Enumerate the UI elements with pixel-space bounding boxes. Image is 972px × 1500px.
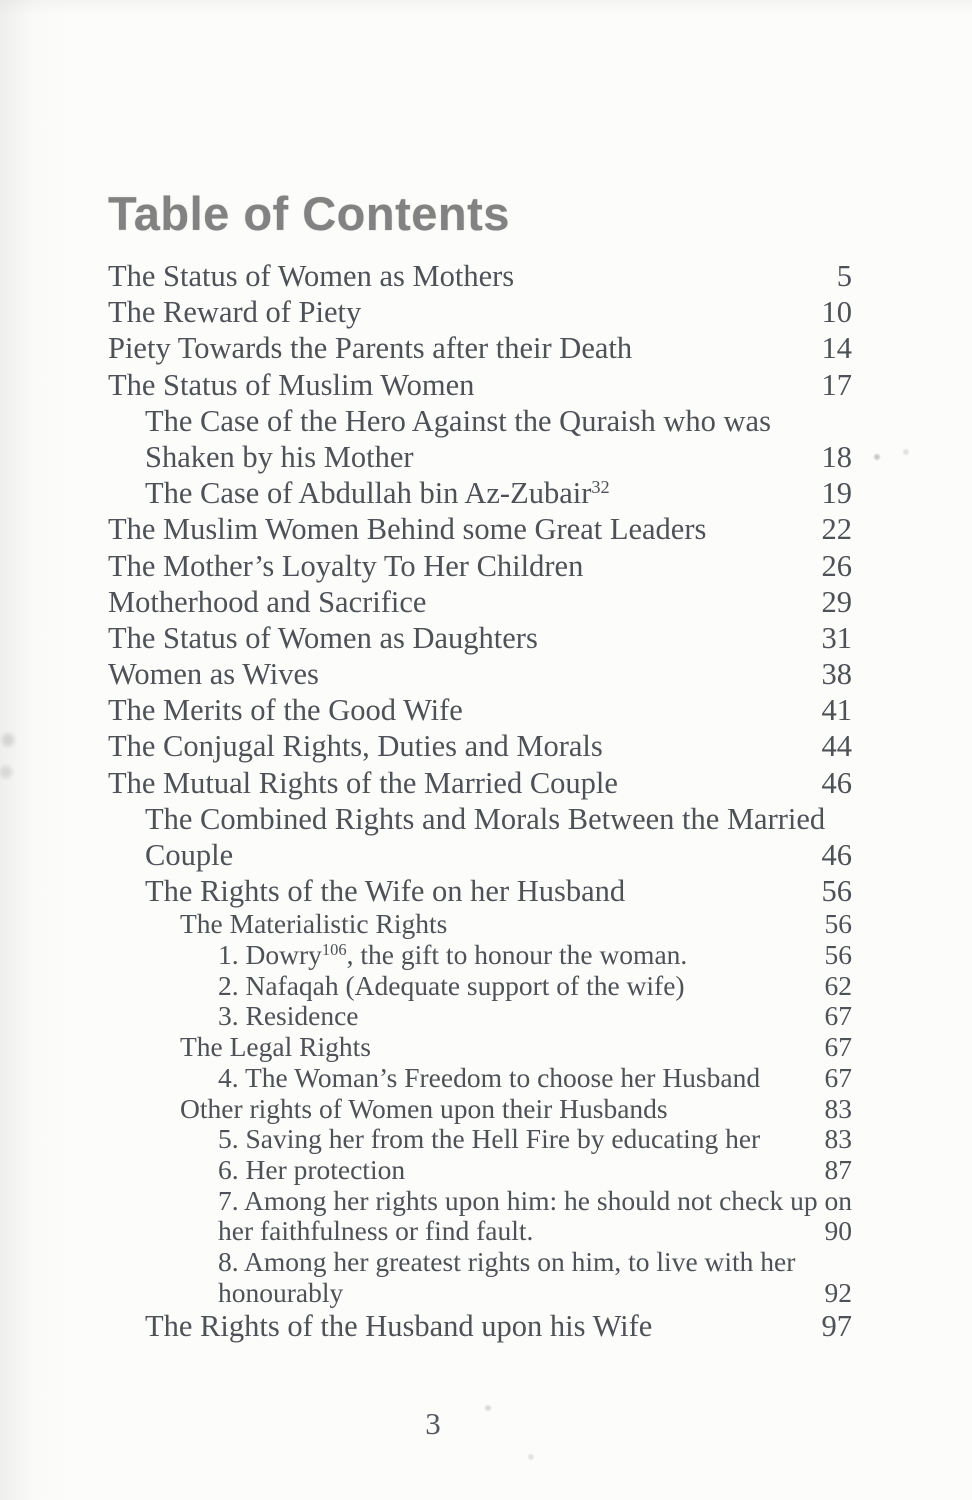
toc-row <box>108 439 852 475</box>
toc-entry-page-number: 87 <box>824 1153 852 1185</box>
toc-entry-title: honourably <box>218 1276 344 1308</box>
toc-entry-title: The Legal Rights <box>180 1031 371 1063</box>
toc-row <box>108 511 852 547</box>
toc-row <box>108 1155 852 1186</box>
toc-entry-page-number: 38 <box>821 657 852 692</box>
toc-entry-page-number: 83 <box>824 1123 852 1155</box>
toc-entry-title: Shaken by his Mother <box>145 439 414 474</box>
toc-entry-page-number: 29 <box>821 584 852 619</box>
toc-row <box>108 330 852 366</box>
toc-row <box>108 584 852 620</box>
toc-row <box>108 656 852 692</box>
toc-entry-title: 4. The Woman’s Freedom to choose her Husband <box>218 1061 761 1093</box>
toc-entry-title: her faithfulness or find fault. <box>218 1215 534 1247</box>
toc-entry-page-number: 97 <box>821 1309 852 1344</box>
toc-entry-page-number: 56 <box>824 908 852 940</box>
toc-entry-page-number: 44 <box>821 729 852 764</box>
toc-row <box>108 1032 852 1063</box>
toc-row <box>108 475 852 511</box>
toc-entry-page-number: 92 <box>824 1276 852 1308</box>
toc-entry-title: The Muslim Women Behind some Great Leaders <box>108 512 707 547</box>
toc-entry-title: Piety Towards the Parents after their Death <box>108 331 633 366</box>
toc-row <box>108 1216 852 1247</box>
toc-row <box>108 692 852 728</box>
toc-row <box>108 620 852 656</box>
toc-entry-page-number: 5 <box>836 259 852 293</box>
toc-entry-title: Women as Wives <box>108 657 319 692</box>
toc-row <box>108 403 852 439</box>
toc-entry-title: The Merits of the Good Wife <box>108 693 463 728</box>
toc-row <box>108 258 852 294</box>
toc-entry-title: The Rights of the Wife on her Husband <box>145 874 626 909</box>
toc-entry-page-number: 67 <box>824 1061 852 1093</box>
toc-row <box>108 1247 852 1278</box>
toc-row <box>108 367 852 403</box>
table-of-contents <box>108 258 852 1345</box>
toc-entry-title: Couple <box>145 838 234 872</box>
toc-entry-title: The Mother’s Loyalty To Her Children <box>108 548 584 583</box>
toc-entry-title: The Combined Rights and Morals Between the Married <box>145 801 826 836</box>
toc-entry-title: The Reward of Piety <box>108 295 362 330</box>
toc-entry-title: 7. Among her rights upon him: he should not check up on <box>218 1184 852 1216</box>
toc-entry-page-number: 41 <box>821 693 852 728</box>
toc-entry-page-number: 46 <box>821 765 852 800</box>
toc-row <box>108 765 852 801</box>
toc-entry-title: 3. Residence <box>218 1000 359 1032</box>
toc-row <box>108 971 852 1002</box>
toc-row <box>108 548 852 584</box>
toc-entry-title: The Case of the Hero Against the Quraish who was <box>145 403 771 438</box>
toc-row <box>108 801 852 837</box>
toc-row <box>108 837 852 873</box>
toc-entry-title: 2. Nafaqah (Adequate support of the wife) <box>218 969 685 1001</box>
toc-entry-page-number: 17 <box>821 367 852 402</box>
toc-row <box>108 728 852 764</box>
toc-entry-page-number: 56 <box>824 939 852 971</box>
toc-entry-page-number: 67 <box>824 1031 852 1063</box>
toc-entry-title: 1. Dowry$^{106}$, the gift to honour the woman. <box>218 939 688 971</box>
toc-row <box>108 1063 852 1094</box>
page-title: Table of Contents <box>108 187 510 240</box>
toc-entry-page-number: 56 <box>821 874 852 909</box>
toc-row <box>108 1124 852 1155</box>
toc-row <box>108 1094 852 1125</box>
footnote-superscript: 32 <box>591 477 610 498</box>
toc-entry-page-number: 83 <box>824 1092 852 1124</box>
toc-entry-title: The Case of Abdullah bin Az-Zubair$^{32}$ <box>145 476 610 511</box>
toc-entry-page-number: 67 <box>824 1000 852 1032</box>
toc-entry-page-number: 22 <box>821 512 852 547</box>
toc-entry-title: Motherhood and Sacrifice <box>108 584 427 619</box>
toc-entry-title: The Mutual Rights of the Married Couple <box>108 765 618 800</box>
toc-entry-title: The Rights of the Husband upon his Wife <box>145 1309 653 1344</box>
toc-entry-page-number: 14 <box>821 331 852 366</box>
toc-entry-title: The Status of Women as Mothers <box>108 259 515 293</box>
footer-page-number: 3 <box>425 1406 441 1441</box>
toc-entry-page-number: 18 <box>821 439 852 474</box>
toc-entry-title: The Materialistic Rights <box>180 908 448 940</box>
toc-entry-page-number: 46 <box>821 838 852 872</box>
toc-entry-page-number: 90 <box>824 1215 852 1247</box>
toc-entry-title: 8. Among her greatest rights on him, to live with her <box>218 1245 796 1277</box>
toc-entry-title: 5. Saving her from the Hell Fire by educating her <box>218 1123 761 1155</box>
toc-entry-title: Other rights of Women upon their Husbands <box>180 1092 668 1124</box>
toc-entry-page-number: 62 <box>824 969 852 1001</box>
toc-entry-title: The Status of Women as Daughters <box>108 620 538 655</box>
toc-entry-page-number: 31 <box>821 620 852 655</box>
toc-row <box>108 909 852 940</box>
toc-entry-title: 6. Her protection <box>218 1153 406 1185</box>
toc-row <box>108 1278 852 1309</box>
toc-row <box>108 1308 852 1344</box>
toc-entry-title: The Status of Muslim Women <box>108 367 475 402</box>
toc-entry-title: The Conjugal Rights, Duties and Morals <box>108 729 603 764</box>
toc-row <box>108 294 852 330</box>
toc-entry-page-number: 26 <box>821 548 852 583</box>
toc-row <box>108 873 852 909</box>
toc-row <box>108 1001 852 1032</box>
toc-row <box>108 940 852 971</box>
toc-entry-page-number: 10 <box>821 295 852 330</box>
toc-entry-page-number: 19 <box>821 476 852 511</box>
toc-row <box>108 1186 852 1217</box>
footnote-superscript: 106 <box>321 940 347 959</box>
